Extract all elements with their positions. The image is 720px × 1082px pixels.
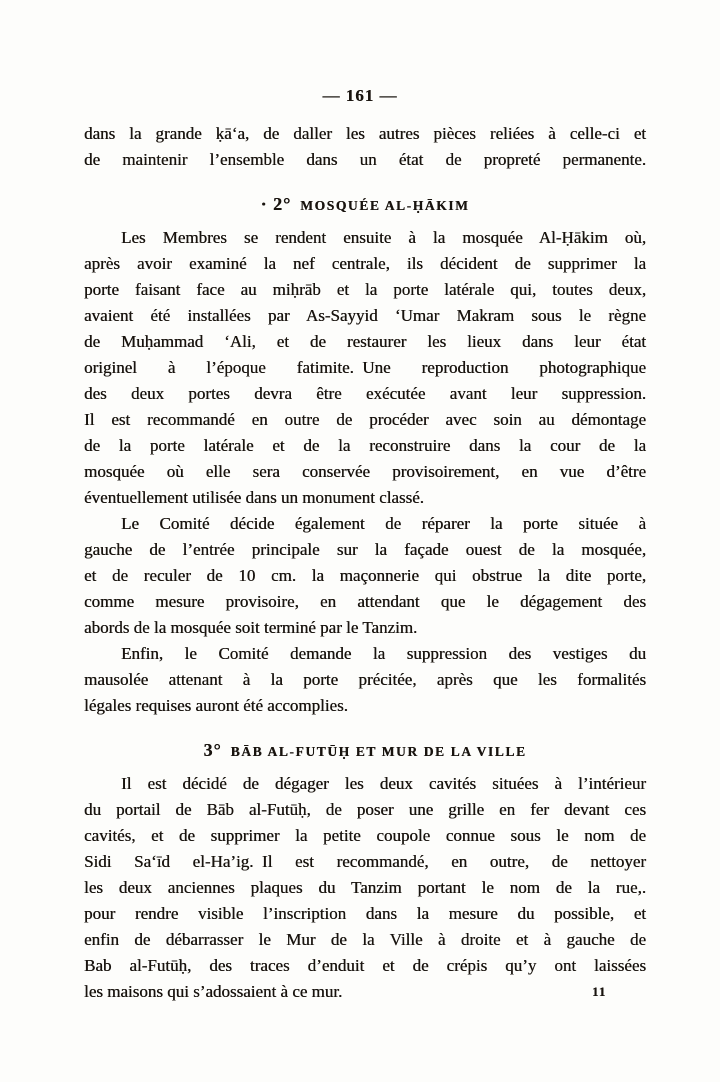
heading-title: MOSQUÉE AL-ḤĀKIM [300, 198, 470, 213]
header-page-number: — 161 — [322, 86, 398, 105]
text-line: Les Membres se rendent ensuite à la mosquée Al-Ḥākim où, [121, 228, 646, 247]
text-line: mausolée attenant à la porte précitée, après que les formalités [84, 670, 646, 689]
text-line: et de reculer de 10 cm. la maçonnerie qui obstrue la dite porte, [84, 566, 646, 585]
text-line: dans la grande ḳā‘a, de daller les autres pièces reliées à celle-ci et [84, 124, 646, 143]
text-line: cavités, et de supprimer la petite coupole connue sous le nom de [84, 826, 646, 845]
text-line: Bab al-Futūḥ, des traces d’enduit et de crépis qu’y ont laissées [84, 956, 646, 975]
text-line: Enfin, le Comité demande la suppression des vestiges du [121, 644, 646, 663]
text-line: abords de la mosquée soit terminé par le Tanzim. [84, 618, 418, 637]
text-line: pour rendre visible l’inscription dans la mesure du possible, et [84, 904, 646, 923]
text-line: Il est décidé de dégager les deux cavités situées à l’intérieur [121, 774, 646, 793]
body-paragraph [84, 225, 646, 511]
heading-number: · 2° [260, 194, 292, 214]
text-line: éventuellement utilisée dans un monument classé. [84, 488, 424, 507]
body-paragraph [84, 511, 646, 641]
text-line: enfin de débarrasser le Mur de la Ville à droite et à gauche de [84, 930, 646, 949]
text-line: de maintenir l’ensemble dans un état de propreté permanente. [84, 150, 646, 169]
text-line: Il est recommandé en outre de procéder avec soin au démontage [84, 410, 646, 429]
text-line: mosquée où elle sera conservée provisoirement, en vue d’être [84, 462, 646, 481]
text-line: de la porte latérale et de la reconstruire dans la cour de la [84, 436, 646, 455]
text-line: Sidi Sa‘īd el-Ha’ig. Il est recommandé, en outre, de nettoyer [84, 852, 646, 871]
text-line: du portail de Bāb al-Futūḥ, de poser une grille en fer devant ces [84, 800, 646, 819]
page-body [84, 121, 646, 1005]
text-line: gauche de l’entrée principale sur la façade ouest de la mosquée, [84, 540, 646, 559]
text-line: comme mesure provisoire, en attendant que le dégagement des [84, 592, 646, 611]
body-paragraph [84, 121, 646, 173]
text-line: après avoir examiné la nef centrale, ils décident de supprimer la [84, 254, 646, 273]
text-line: Le Comité décide également de réparer la porte située à [121, 514, 646, 533]
body-paragraph [84, 771, 646, 1005]
text-line: les maisons qui s’adossaient à ce mur. [84, 982, 343, 1001]
heading-number: 3° [203, 740, 222, 760]
text-line: de Muḥammad ‘Ali, et de restaurer les lieux dans leur état [84, 332, 646, 351]
text-line: légales requises auront été accomplies. [84, 696, 348, 715]
body-paragraph [84, 641, 646, 719]
section-heading [84, 737, 646, 765]
footer-signature-mark: 11 [592, 984, 607, 999]
text-line: avaient été installées par As-Sayyid ‘Umar Makram sous le règne [84, 306, 646, 325]
text-line: porte faisant face au miḥrāb et la porte latérale qui, toutes deux, [84, 280, 646, 299]
heading-title: BĀB AL-FUTŪḤ ET MUR DE LA VILLE [230, 744, 527, 759]
text-line: les deux anciennes plaques du Tanzim portant le nom de la rue,. [84, 878, 646, 897]
text-line: des deux portes devra être exécutée avant leur suppression. [84, 384, 646, 403]
text-line: originel à l’époque fatimite. Une reproduction photographique [84, 358, 646, 377]
section-heading [84, 191, 646, 219]
